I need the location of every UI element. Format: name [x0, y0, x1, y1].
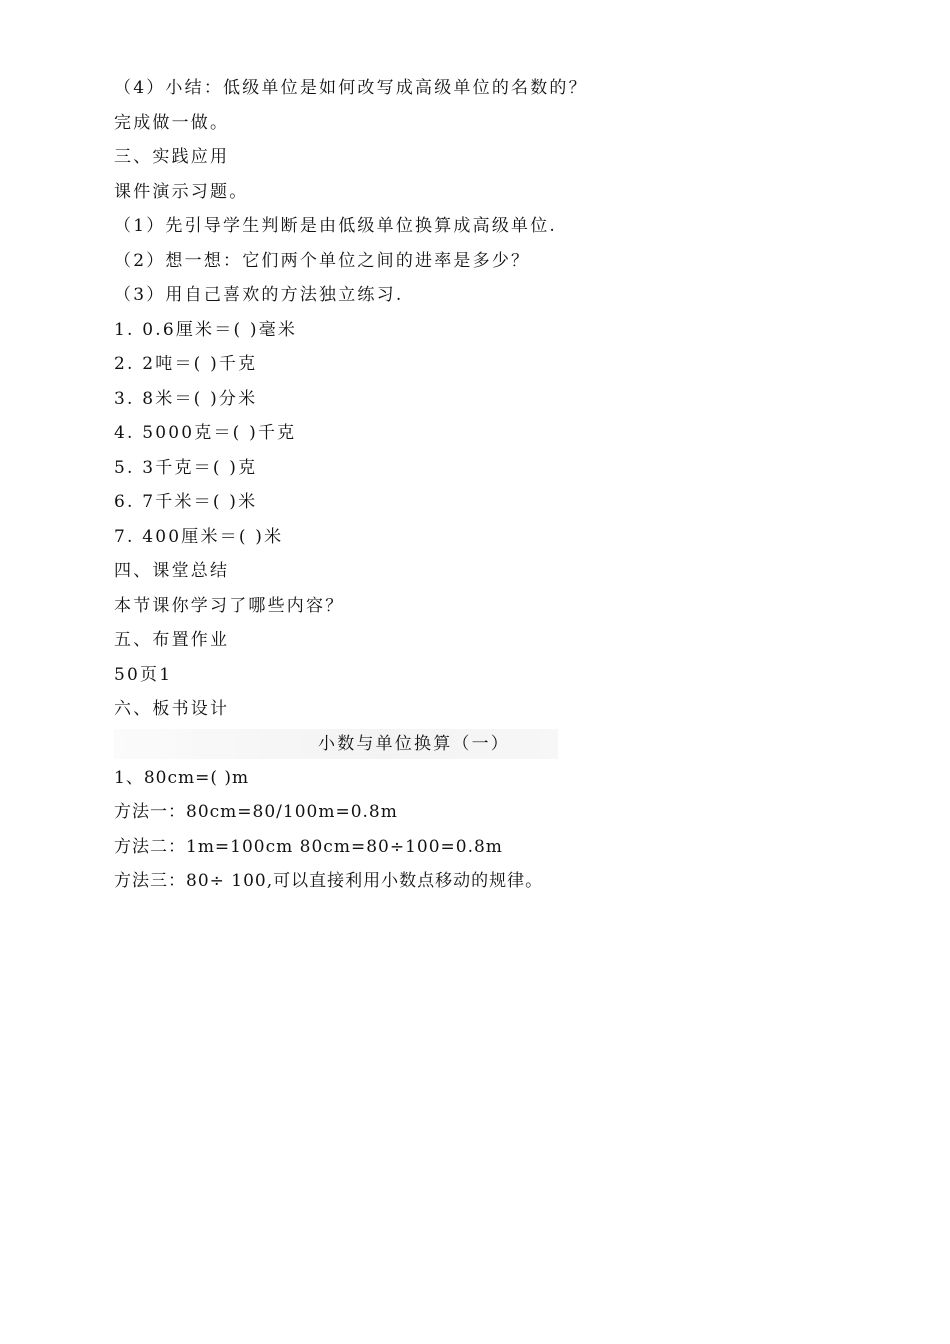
do-exercise-line: 完成做一做。 — [114, 112, 230, 133]
section-heading-board-design: 六、板书设计 — [114, 699, 230, 719]
board-method-3: 方法三：80÷ 100,可以直接利用小数点移动的规律。 — [114, 871, 544, 891]
exercise-item-1: 1. 0.6厘米＝( )毫米 — [114, 319, 298, 340]
section-heading-summary: 四、课堂总结 — [114, 561, 230, 581]
summary-question: （4）小结：低级单位是如何改写成高级单位的名数的？ — [114, 78, 588, 98]
exercise-item-6: 6. 7千米＝( )米 — [114, 492, 258, 512]
board-method-2: 方法二：1m=100cm 80cm=80÷100=0.8m — [114, 836, 503, 857]
board-example-line: 1、80cm=( )m — [114, 767, 250, 788]
exercise-item-7: 7. 400厘米＝( )米 — [114, 526, 284, 547]
step-2-line: （2）想一想：它们两个单位之间的进率是多少？ — [114, 250, 531, 271]
board-method-1: 方法一：80cm=80/100m=0.8m — [114, 802, 398, 822]
board-title: 小数与单位换算（一） — [318, 733, 510, 754]
courseware-line: 课件演示习题。 — [114, 181, 249, 202]
exercise-item-5: 5. 3千克＝( )克 — [114, 457, 258, 478]
board-title-bar — [114, 729, 558, 759]
step-3-line: （3）用自己喜欢的方法独立练习. — [114, 285, 404, 305]
exercise-item-3: 3. 8米＝( )分米 — [114, 388, 258, 409]
summary-prompt: 本节课你学习了哪些内容？ — [114, 595, 345, 616]
homework-page: 50页1 — [114, 664, 173, 685]
exercise-item-2: 2. 2吨＝( )千克 — [114, 354, 258, 374]
document-body — [114, 71, 834, 899]
section-heading-practice: 三、实践应用 — [114, 147, 230, 167]
section-heading-homework: 五、布置作业 — [114, 630, 230, 650]
exercise-item-4: 4. 5000克＝( )千克 — [114, 423, 297, 443]
step-1-line: （1）先引导学生判断是由低级单位换算成高级单位. — [114, 216, 558, 236]
